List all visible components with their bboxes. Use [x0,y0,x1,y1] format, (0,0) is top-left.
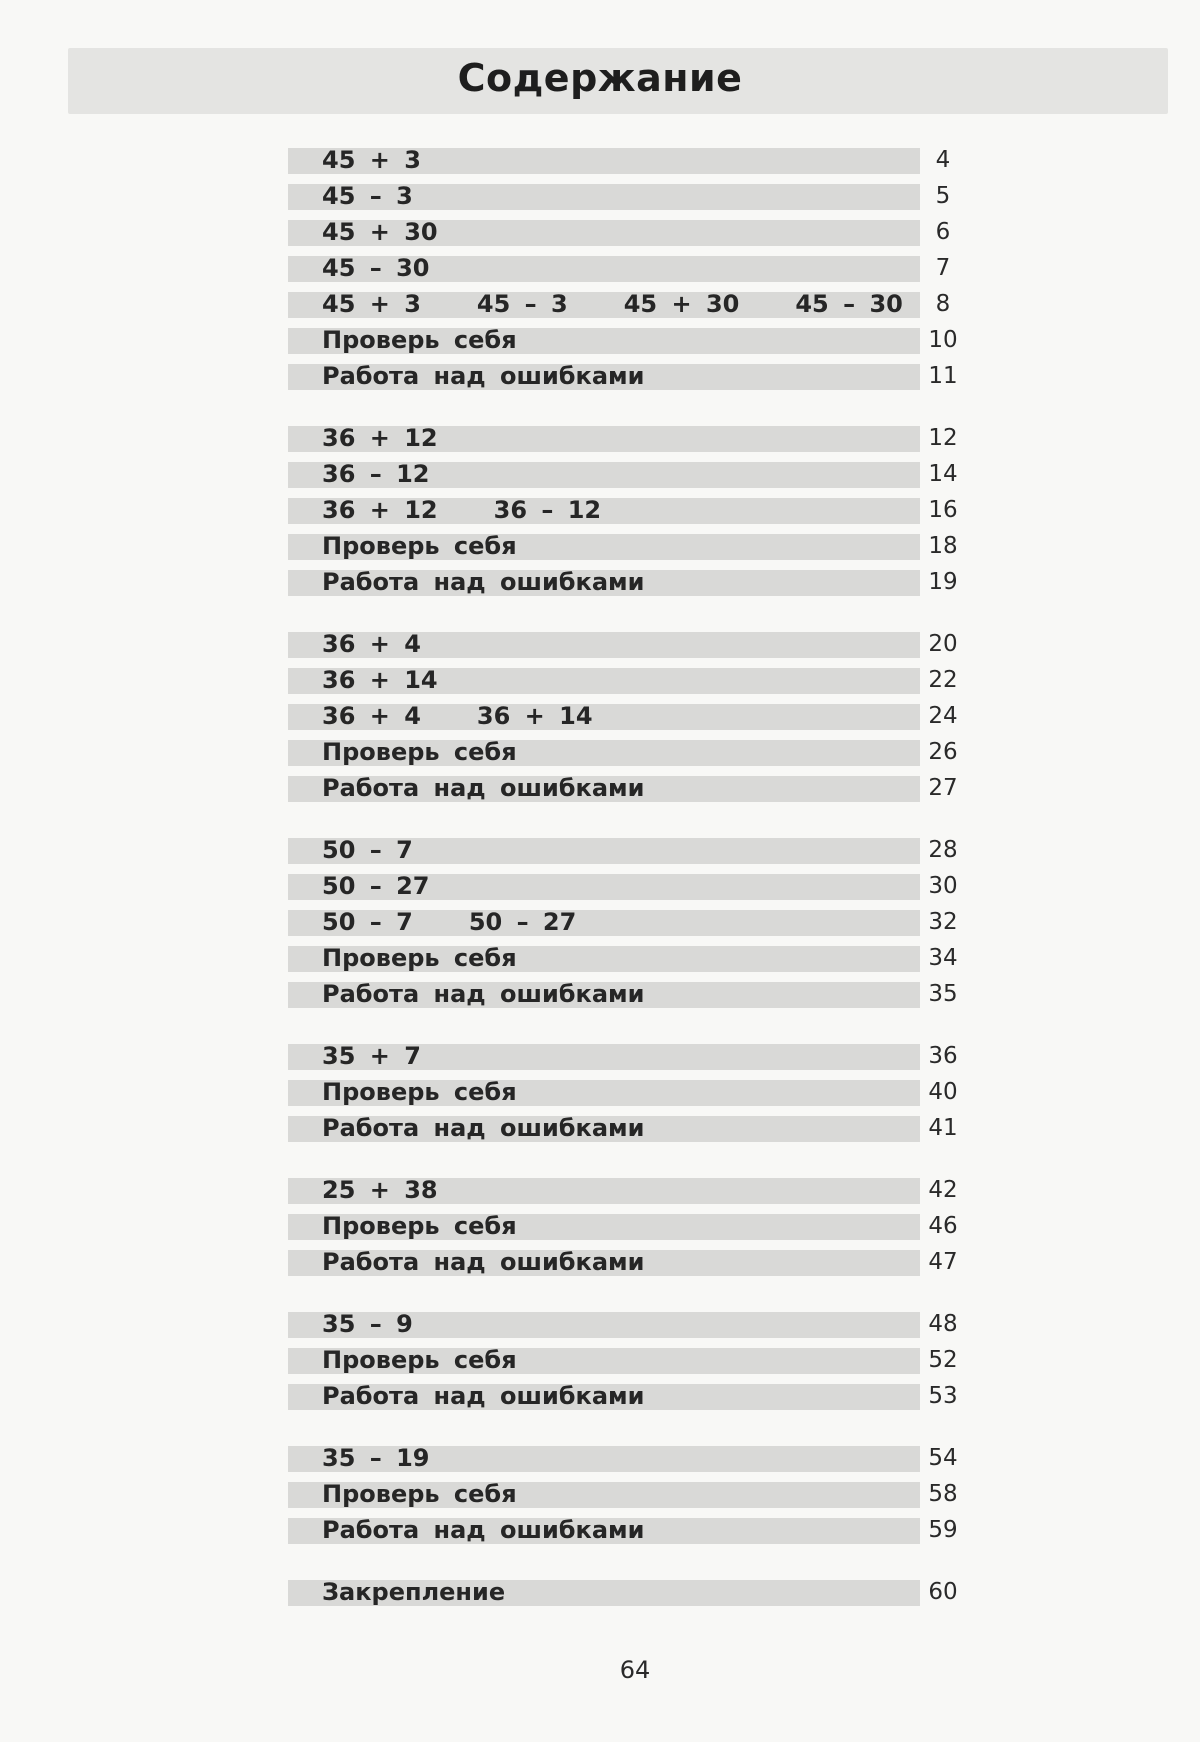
toc-entry[interactable] [288,1378,968,1414]
entry-page-number: 27 [928,775,958,801]
entry-page-number: 12 [928,425,958,451]
entry-label [288,254,430,282]
entry-page-number: 34 [928,945,958,971]
toc-group [288,626,968,806]
toc-entry[interactable] [288,358,968,394]
toc-entry[interactable] [288,868,968,904]
entry-label-part: Проверь себя [322,326,517,354]
entry-label [288,146,421,174]
entry-page-number: 28 [928,837,958,863]
entry-label [288,362,644,390]
entry-label-part: Работа над ошибками [322,1382,645,1410]
entry-page-number: 30 [928,873,958,899]
entry-label-part: Проверь себя [322,1212,517,1240]
toc-entry[interactable] [288,1574,968,1610]
entry-label-part: 36 + 4 [322,702,421,730]
entry-label-part: 35 + 7 [322,1042,421,1070]
toc-entry[interactable] [288,420,968,456]
toc-entry[interactable] [288,698,968,734]
entry-page-number: 52 [928,1347,958,1373]
entry-label-part: Проверь себя [322,738,517,766]
entry-label [288,326,517,354]
entry-page-number: 54 [928,1445,958,1471]
entry-label-part: Проверь себя [322,1480,517,1508]
entry-page-number: 7 [935,255,951,281]
entry-label [288,738,517,766]
entry-label [288,1114,644,1142]
toc-entry[interactable] [288,1342,968,1378]
toc-entry[interactable] [288,734,968,770]
page-number: 64 [619,1656,651,1684]
entry-label-part: Работа над ошибками [322,774,645,802]
toc-group [288,1574,968,1610]
entry-label-part: 25 + 38 [322,1176,438,1204]
entry-page-number: 4 [935,147,951,173]
entry-label-part: 45 + 30 [623,290,740,318]
entry-label-part: 35 – 19 [322,1444,430,1472]
entry-label [288,496,601,524]
entry-label-part: 36 + 14 [476,702,593,730]
entry-label [288,908,576,936]
entry-label-part: 36 + 12 [322,496,438,524]
entry-label-part: 36 + 4 [322,630,421,658]
entry-page-number: 60 [928,1579,958,1605]
entry-label [288,630,421,658]
entry-page-number: 40 [928,1079,958,1105]
entry-page-number: 36 [928,1043,958,1069]
entry-label-part: 45 + 30 [322,218,438,246]
entry-page-number: 11 [928,363,958,389]
entry-label-part: Проверь себя [322,1346,517,1374]
toc-entry[interactable] [288,178,968,214]
entry-label [288,218,438,246]
entry-label [288,182,413,210]
toc-entry[interactable] [288,940,968,976]
entry-label [288,1346,517,1374]
toc-entry[interactable] [288,142,968,178]
entry-label [288,1578,505,1606]
toc-entry[interactable] [288,1110,968,1146]
entry-label-part: 35 – 9 [322,1310,413,1338]
entry-label [288,1042,421,1070]
entry-label-part: Работа над ошибками [322,980,645,1008]
entry-label [288,666,438,694]
entry-page-number: 48 [928,1311,958,1337]
toc-entry[interactable] [288,832,968,868]
toc-entry[interactable] [288,322,968,358]
entry-label-part: Проверь себя [322,944,517,972]
entry-label [288,702,593,730]
toc-entry[interactable] [288,662,968,698]
entry-page-number: 16 [928,497,958,523]
entry-label-part: 45 – 3 [476,290,568,318]
toc-group [288,142,968,394]
entry-page-number: 47 [928,1249,958,1275]
entry-label-part: 45 – 30 [322,254,430,282]
toc-entry[interactable] [288,1074,968,1110]
entry-label [288,774,644,802]
toc-entry[interactable] [288,492,968,528]
entry-label-part: 36 + 12 [322,424,438,452]
entry-label-part: Работа над ошибками [322,1248,645,1276]
entry-page-number: 6 [935,219,951,245]
toc-entry[interactable] [288,1512,968,1548]
entry-page-number: 35 [928,981,958,1007]
entry-label [288,1382,644,1410]
entry-label-part: 45 – 30 [795,290,903,318]
toc-entry[interactable] [288,286,968,322]
entry-label-part: 36 – 12 [493,496,602,524]
toc-entry[interactable] [288,214,968,250]
entry-page-number: 8 [935,291,951,317]
toc-group [288,1038,968,1146]
entry-label-part: Работа над ошибками [322,1114,645,1142]
toc-entry[interactable] [288,528,968,564]
table-of-contents [288,142,968,1636]
entry-label-part: 50 – 27 [468,908,577,936]
entry-label [288,1310,413,1338]
toc-entry[interactable] [288,250,968,286]
page-title: Содержание [457,56,743,100]
entry-label-part: 45 – 3 [322,182,413,210]
entry-label-part: Проверь себя [322,1078,517,1106]
entry-page-number: 53 [928,1383,958,1409]
entry-label-part: Закрепление [322,1578,506,1606]
toc-entry[interactable] [288,976,968,1012]
entry-page-number: 59 [928,1517,958,1543]
entry-label [288,460,430,488]
entry-label-part: 50 – 27 [322,872,430,900]
entry-page-number: 20 [928,631,958,657]
entry-label-part: 36 – 12 [322,460,430,488]
entry-page-number: 14 [928,461,958,487]
toc-entry[interactable] [288,904,968,940]
entry-page-number: 5 [935,183,951,209]
entry-label [288,980,644,1008]
entry-page-number: 58 [928,1481,958,1507]
entry-label-part: Проверь себя [322,532,517,560]
toc-group [288,1306,968,1414]
toc-entry[interactable] [288,1440,968,1476]
entry-label-part: 45 + 3 [322,146,421,174]
toc-entry[interactable] [288,456,968,492]
entry-label-part: 50 – 7 [322,836,413,864]
entry-label-part: Работа над ошибками [322,1516,645,1544]
entry-label [288,1480,517,1508]
entry-label-part: 36 + 14 [322,666,438,694]
entry-label [288,944,517,972]
entry-page-number: 19 [928,569,958,595]
entry-page-number: 32 [928,909,958,935]
toc-group [288,420,968,600]
entry-page-number: 24 [928,703,958,729]
entry-label [288,872,430,900]
entry-page-number: 22 [928,667,958,693]
entry-label [288,568,644,596]
entry-page-number: 10 [928,327,958,353]
entry-label [288,290,903,318]
toc-group [288,1172,968,1280]
entry-page-number: 26 [928,739,958,765]
toc-entry[interactable] [288,564,968,600]
entry-page-number: 18 [928,533,958,559]
toc-entry[interactable] [288,1476,968,1512]
entry-label [288,424,438,452]
entry-label [288,836,413,864]
entry-label-part: 50 – 7 [322,908,413,936]
entry-label [288,1078,517,1106]
entry-page-number: 42 [928,1177,958,1203]
entry-page-number: 46 [928,1213,958,1239]
toc-entry[interactable] [288,1172,968,1208]
entry-page-number: 41 [928,1115,958,1141]
entry-label [288,1516,644,1544]
toc-group [288,832,968,1012]
toc-entry[interactable] [288,1244,968,1280]
entry-label [288,532,517,560]
toc-entry[interactable] [288,770,968,806]
entry-label-part: 45 + 3 [322,290,421,318]
entry-label [288,1212,517,1240]
toc-entry[interactable] [288,1306,968,1342]
toc-entry[interactable] [288,1208,968,1244]
toc-entry[interactable] [288,1038,968,1074]
entry-label [288,1248,644,1276]
entry-label [288,1444,430,1472]
toc-entry[interactable] [288,626,968,662]
entry-label-part: Работа над ошибками [322,362,645,390]
entry-label [288,1176,438,1204]
toc-group [288,1440,968,1548]
entry-label-part: Работа над ошибками [322,568,645,596]
